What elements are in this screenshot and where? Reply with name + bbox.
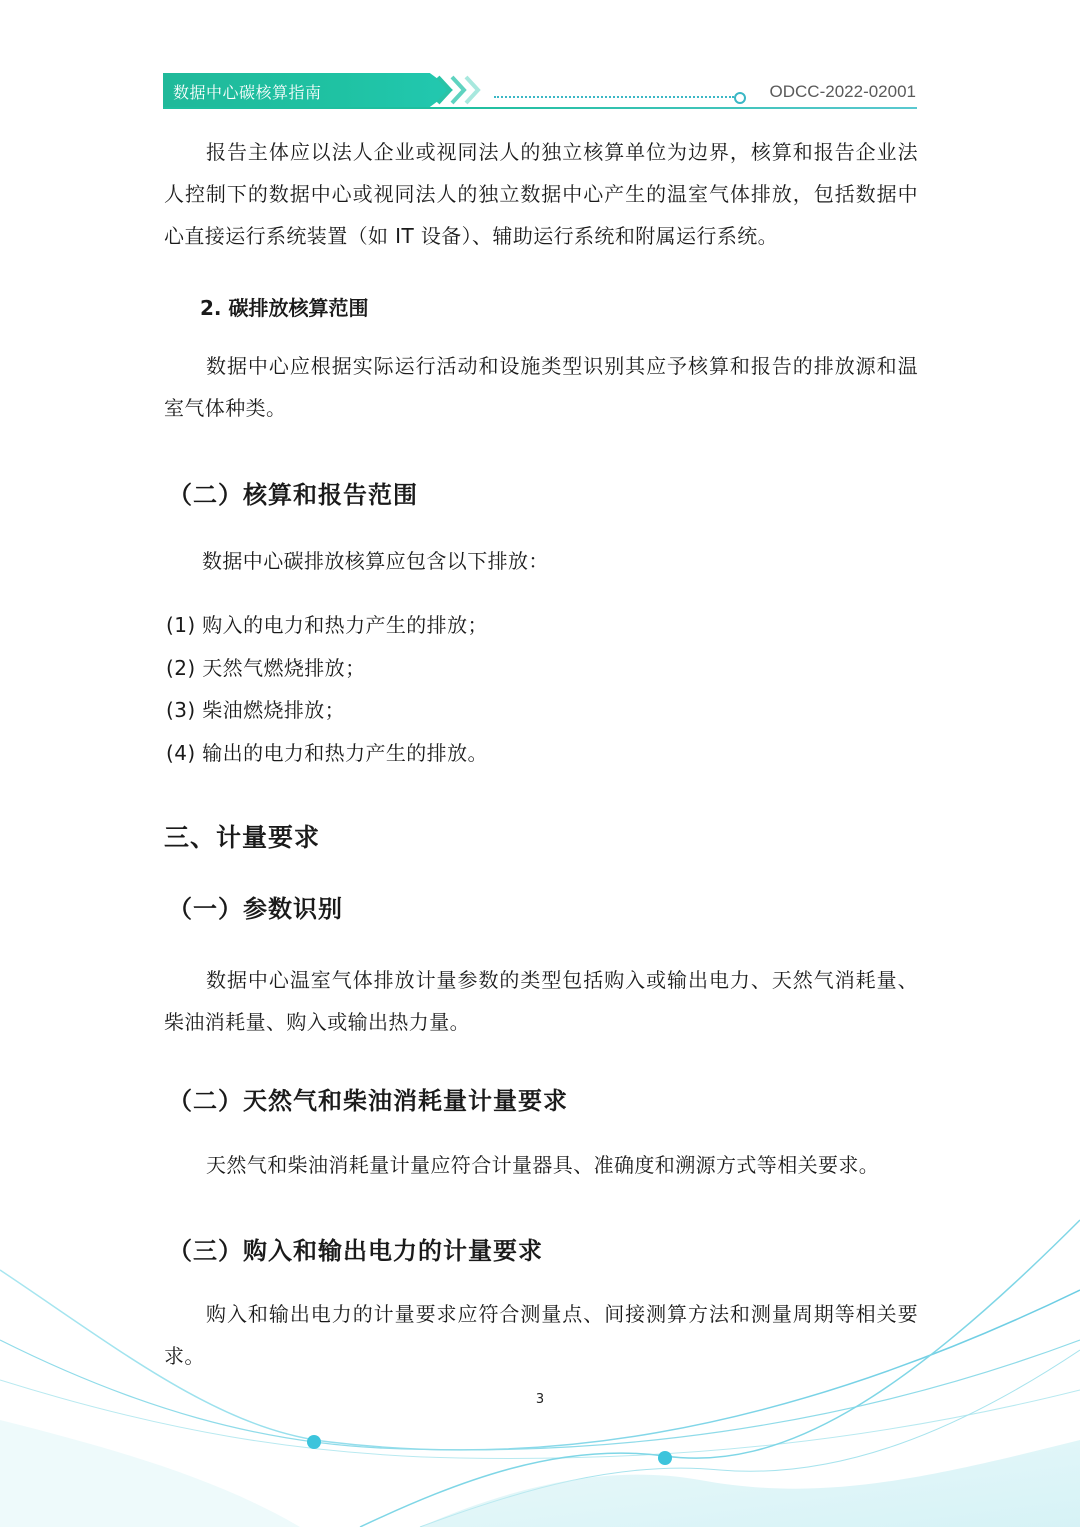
section-title-electricity: （三）购入和输出电力的计量要求: [168, 1237, 543, 1265]
list-item: (4) 输出的电力和热力产生的排放。: [166, 740, 488, 765]
header-underline: [163, 107, 917, 109]
emission-list: [166, 604, 926, 774]
paragraph-boundary: 报告主体应以法人企业或视同法人的独立核算单位为边界，核算和报告企业法人控制下的数据中心或视同法人的独立数据中心产生的温室气体排放，包括数据中心直接运行系统装置（如 IT 设备）、辅助运行系统和附属运行系统。: [164, 140, 918, 248]
document-code: ODCC-2022-02001: [769, 82, 916, 101]
paragraph-gas-diesel: 天然气和柴油消耗量计量应符合计量器具、准确度和溯源方式等相关要求。: [206, 1153, 880, 1177]
header-title: 数据中心碳核算指南: [173, 83, 322, 102]
paragraph-parameters: 数据中心温室气体排放计量参数的类型包括购入或输出电力、天然气消耗量、柴油消耗量、购入或输出热力量。: [164, 968, 918, 1034]
paragraph-electricity: 购入和输出电力的计量要求应符合测量点、间接测算方法和测量周期等相关要求。: [164, 1302, 918, 1368]
list-item: (3) 柴油燃烧排放；: [166, 698, 346, 722]
dot-icon: [658, 1451, 672, 1465]
section-title-reporting-scope: （二）核算和报告范围: [168, 481, 418, 509]
dot-icon: [307, 1435, 321, 1449]
chapter-title-metering: 三、计量要求: [164, 823, 321, 852]
chevron-right-icon: [436, 73, 496, 107]
decorative-waves: [0, 1180, 1080, 1527]
section-intro: 数据中心碳排放核算应包含以下排放：: [202, 549, 549, 573]
list-item: (1) 购入的电力和热力产生的排放；: [166, 613, 488, 637]
header-dotted-line: [494, 96, 734, 98]
heading-emission-scope: 2. 碳排放核算范围: [200, 296, 369, 320]
circle-icon: [734, 92, 746, 104]
paragraph-emission-scope: 数据中心应根据实际运行活动和设施类型识别其应予核算和报告的排放源和温室气体种类。: [164, 354, 918, 420]
section-title-gas-diesel: （二）天然气和柴油消耗量计量要求: [168, 1087, 568, 1115]
page-number: 3: [535, 1392, 545, 1407]
section-title-parameters: （一）参数识别: [168, 895, 343, 923]
list-item: (2) 天然气燃烧排放；: [166, 655, 366, 680]
